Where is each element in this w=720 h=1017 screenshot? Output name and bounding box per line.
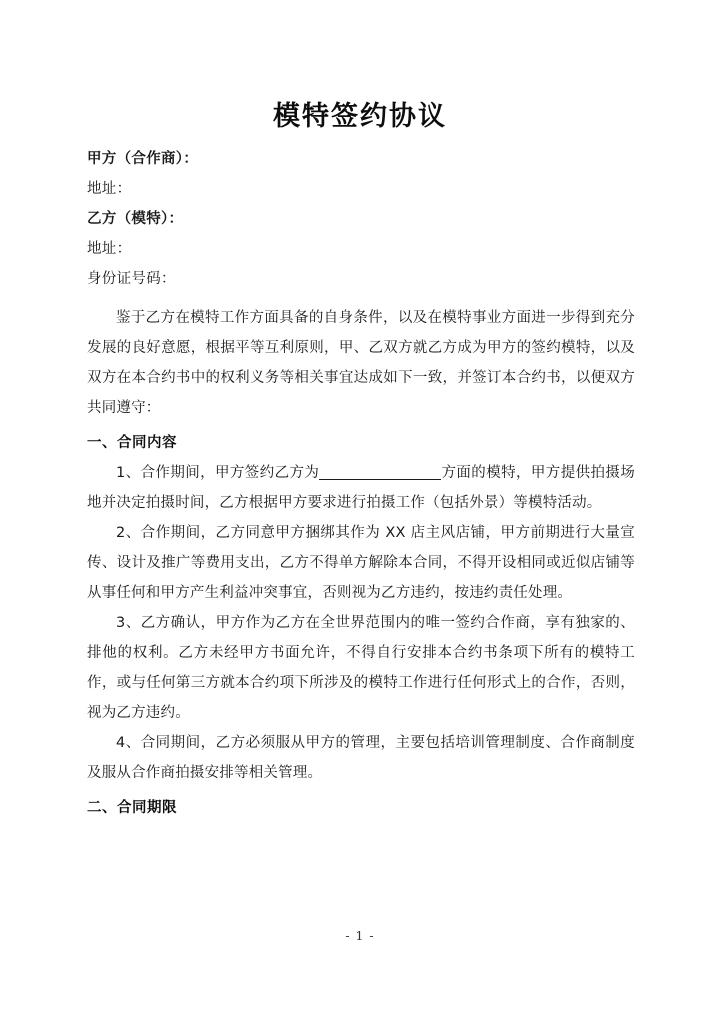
clause-1-text-after-blank: 方面的模特，甲方提供拍摄场地并决定拍摄时间，乙方根据甲方要求进行拍摄工作（包括外景）等模特活动。 bbox=[87, 465, 635, 511]
clause-2: 2、合作期间，乙方同意甲方捆绑其作为 XX 店主风店铺，甲方前期进行大量宣传、设计及推广等费用支出，乙方不得单方解除本合同，不得开设相同或近似店铺等从事任何和甲方产生利益冲突事宜，否则视为乙方违约，按违约责任处理。 bbox=[87, 525, 635, 601]
preamble-paragraph: 鉴于乙方在模特工作方面具备的自身条件，以及在模特事业方面进一步得到充分发展的良好意愿，根据平等互利原则，甲、乙双方就乙方成为甲方的签约模特，以及双方在本合约书中的权利义务等相关事宜达成如下一致，并签订本合约书，以便双方共同遵守： bbox=[87, 310, 635, 416]
clause-1-text-before-blank: 1、合作期间，甲方签约乙方为 bbox=[116, 465, 320, 481]
party-b-label: 乙方（模特）： bbox=[87, 211, 184, 227]
page-title: 模特签约协议 bbox=[273, 101, 447, 132]
clause-3: 3、乙方确认，甲方作为乙方在全世界范围内的唯一签约合作商，享有独家的、排他的权利。乙方未经甲方书面允许，不得自行安排本合约书条项下所有的模特工作，或与任何第三方就本合约项下所涉及的模特工作进行任何形式上的合作，否则，视为乙方违约。 bbox=[87, 615, 635, 721]
party-b-address-label: 地址： bbox=[87, 241, 132, 257]
party-a-label: 甲方（合作商）： bbox=[87, 151, 199, 167]
clause-1-blank-field[interactable] bbox=[319, 464, 441, 480]
section-heading-contract-term: 二、合同期限 bbox=[87, 800, 177, 816]
party-info-block bbox=[87, 144, 635, 294]
party-a-address-label: 地址： bbox=[87, 181, 132, 197]
clause-4: 4、合同期间，乙方必须服从甲方的管理，主要包括培训管理制度、合作商制度及服从合作商拍摄安排等相关管理。 bbox=[87, 735, 635, 781]
section-heading-contract-content: 一、合同内容 bbox=[87, 435, 177, 451]
party-b-id-label: 身份证号码： bbox=[87, 271, 176, 287]
document-body bbox=[87, 144, 635, 823]
page-number-footer: - 1 - bbox=[345, 928, 375, 943]
spacer bbox=[87, 294, 635, 303]
clause-1 bbox=[87, 458, 635, 518]
